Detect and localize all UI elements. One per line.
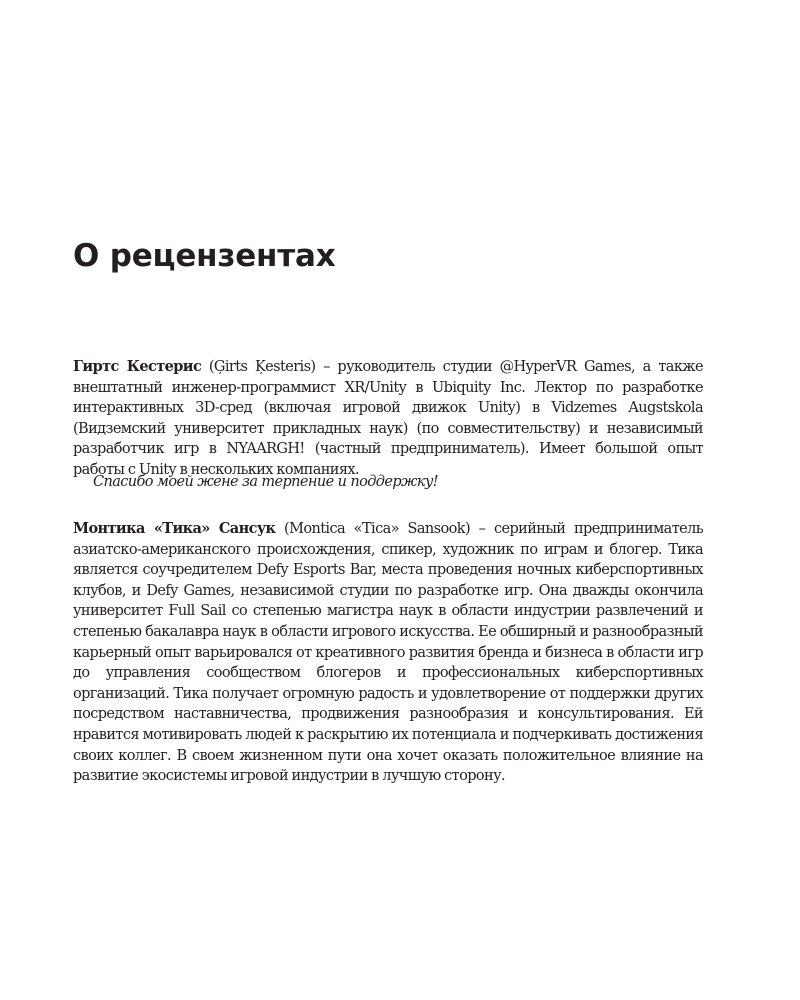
page-title: О рецензентах bbox=[73, 238, 336, 274]
reviewer-name: Гиртс Кестерис bbox=[73, 358, 202, 375]
reviewer-bio-sansook bbox=[73, 519, 703, 787]
reviewer-name: Монтика «Тика» Сансук bbox=[73, 520, 276, 537]
reviewer-bio-kesteris bbox=[73, 357, 703, 481]
acknowledgement-text: Спасибо моей жене за терпение и поддержку! bbox=[93, 474, 439, 490]
reviewer-bio-text: (Montica «Tica» Sansook) – серийный предприниматель азиатско-американского происхождения, спикер, художник по играм и блогер. Тика является соучредителем Defy Esports Bar, места проведения ночных киберспортивных клубов, и Defy Games, независимой студии по разработке игр. Она дважды окончила университет Full Sail со степенью магистра наук в области индустрии развлечений и степенью бакалавра наук в области игрового искусства. Ее обширный и разнообразный карьерный опыт варьировался от креативного развития бренда и бизнеса в области игр до управления сообществом блогеров и профессиональных киберспортивных организаций. Тика получает огромную радость и удовлетворение от поддержки других посредством наставничества, продвижения разнообразия и консультирования. Ей нравится мотивировать людей к раскрытию их потенциала и подчеркивать достижения своих коллег. В своем жизненном пути она хочет оказать положительное влияние на развитие экосистемы игровой индустрии в лучшую сторону. bbox=[73, 521, 704, 785]
reviewer-bio-text: (Ģirts Ķesteris) – руководитель студии @HyperVR Games, а также внештатный инженер-программист XR/Unity в Ubiquity Inc. Лектор по разработке интерактивных 3D-сред (включая игровой движок Unity) в Vidzemes Augstskola (Видземский университет прикладных наук) (по совместительству) и независимый разработчик игр в NYAARGH! (частный предприниматель). Имеет большой опыт работы с Unity в нескольких компаниях. bbox=[73, 359, 704, 478]
